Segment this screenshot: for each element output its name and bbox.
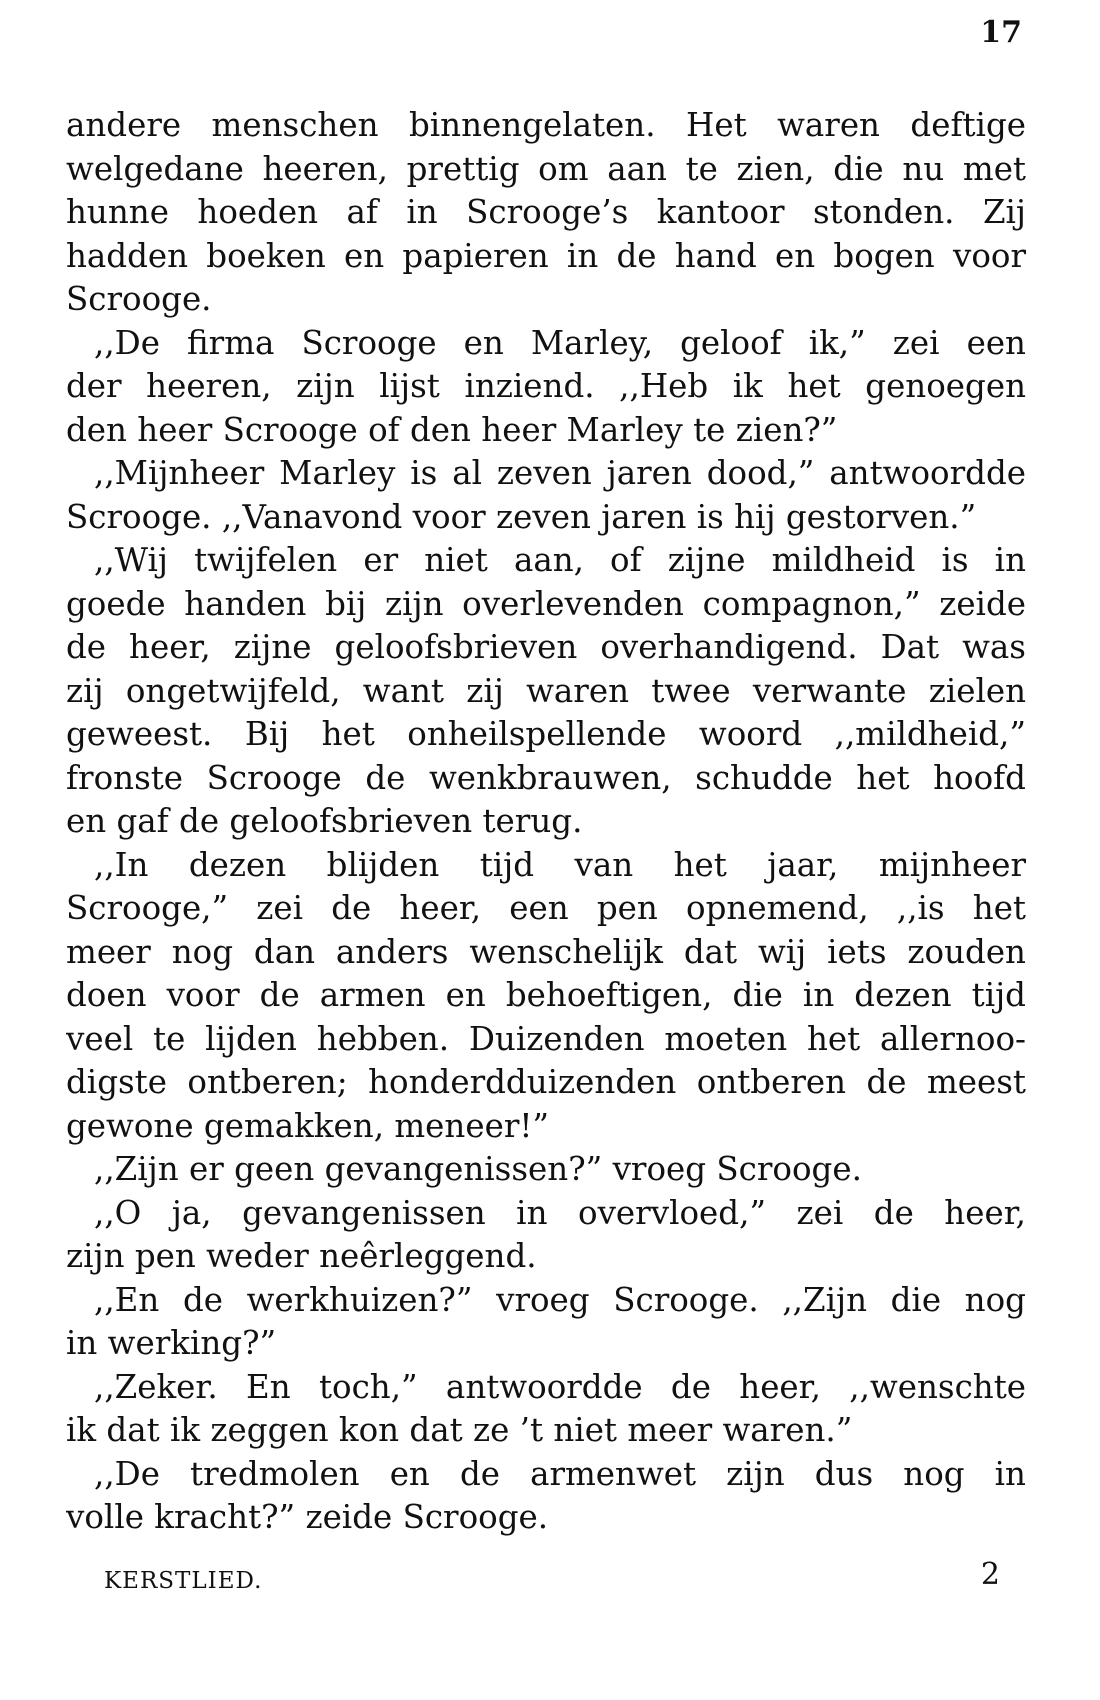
text-line: ,,En de werkhuizen?” vroeg Scrooge. ,,Zijn die nog (94, 1280, 1026, 1319)
text-line: in werking?” (66, 1324, 277, 1362)
paragraph-7 (66, 1192, 1026, 1279)
text-line: digste ontberen; honderdduizenden ontberen de meest (66, 1063, 1026, 1101)
text-line: gewone gemakken, meneer!” (66, 1106, 550, 1145)
footer-title: KERSTLIED. (104, 1568, 263, 1594)
text-line: ,,Mijnheer Marley is al zeven jaren dood,” antwoordde (94, 454, 1026, 492)
text-line: ,,Zeker. En toch,” antwoordde de heer, ,,wenschte (94, 1367, 1026, 1406)
text-line: Scrooge. ,,Vanavond voor zeven jaren is hij gestorven.” (66, 497, 977, 536)
text-line: hadden boeken en papieren in de hand en bogen voor (66, 236, 1026, 275)
text-line: goede handen bij zijn overlevenden compagnon,” zeide (66, 584, 1026, 623)
text-line: en gaf de geloofsbrieven terug. (66, 802, 583, 840)
text-line: ,,De firma Scrooge en Marley, geloof ik,” zei een (94, 323, 1026, 362)
paragraph-3 (66, 452, 1026, 539)
text-line: doen voor de armen en behoeftigen, die in dezen tijd (66, 976, 1026, 1014)
page-body-text (66, 104, 1026, 1540)
text-line: ,,Wij twijfelen er niet aan, of zijne mildheid is in (94, 541, 1026, 579)
paragraph-4 (66, 539, 1026, 844)
text-line: Scrooge. (66, 280, 212, 318)
paragraph-6 (66, 1148, 1026, 1192)
signature-mark: 2 (980, 1557, 1000, 1592)
paragraph-5 (66, 844, 1026, 1149)
text-line: Scrooge,” zei de heer, een pen opnemend, ,,is het (66, 889, 1026, 927)
text-line: ,,O ja, gevangenissen in overvloed,” zei de heer, (94, 1193, 1026, 1232)
paragraph-8 (66, 1279, 1026, 1366)
text-line: ,,De tredmolen en de armenwet zijn dus nog in (94, 1454, 1026, 1493)
text-line: ,,Zijn er geen gevangenissen?” vroeg Scrooge. (94, 1150, 862, 1188)
text-line: meer nog dan anders wenschelijk dat wij iets zouden (66, 932, 1026, 971)
text-line: den heer Scrooge of den heer Marley te zien?” (66, 410, 838, 449)
paragraph-2 (66, 322, 1026, 453)
text-line: veel te lijden hebben. Duizenden moeten het allernoo- (66, 1019, 1026, 1058)
text-line: zijn pen weder neêrleggend. (66, 1237, 537, 1275)
text-line: geweest. Bij het onheilspellende woord ,,mildheid,” (66, 715, 1026, 753)
text-line: de heer, zijne geloofsbrieven overhandigend. Dat was (66, 628, 1026, 666)
text-line: volle kracht?” zeide Scrooge. (66, 1498, 549, 1536)
text-line: hunne hoeden af in Scrooge’s kantoor stonden. Zij (66, 193, 1026, 231)
text-line: ik dat ik zeggen kon dat ze ’t niet meer waren.” (66, 1411, 853, 1449)
paragraph-9 (66, 1366, 1026, 1453)
text-line: fronste Scrooge de wenkbrauwen, schudde het hoofd (66, 758, 1026, 797)
text-line: zij ongetwijfeld, want zij waren twee verwante zielen (66, 671, 1026, 710)
paragraph-1 (66, 104, 1026, 322)
text-line: ,,In dezen blijden tijd van het jaar, mijnheer (94, 845, 1026, 884)
text-line: welgedane heeren, prettig om aan te zien, die nu met (66, 149, 1026, 188)
page-footer (104, 1557, 1000, 1600)
text-line: der heeren, zijn lijst inziend. ,,Heb ik het genoegen (66, 367, 1026, 405)
text-line: andere menschen binnengelaten. Het waren deftige (66, 106, 1026, 144)
paragraph-10 (66, 1453, 1026, 1540)
page-number: 17 (980, 15, 1022, 50)
